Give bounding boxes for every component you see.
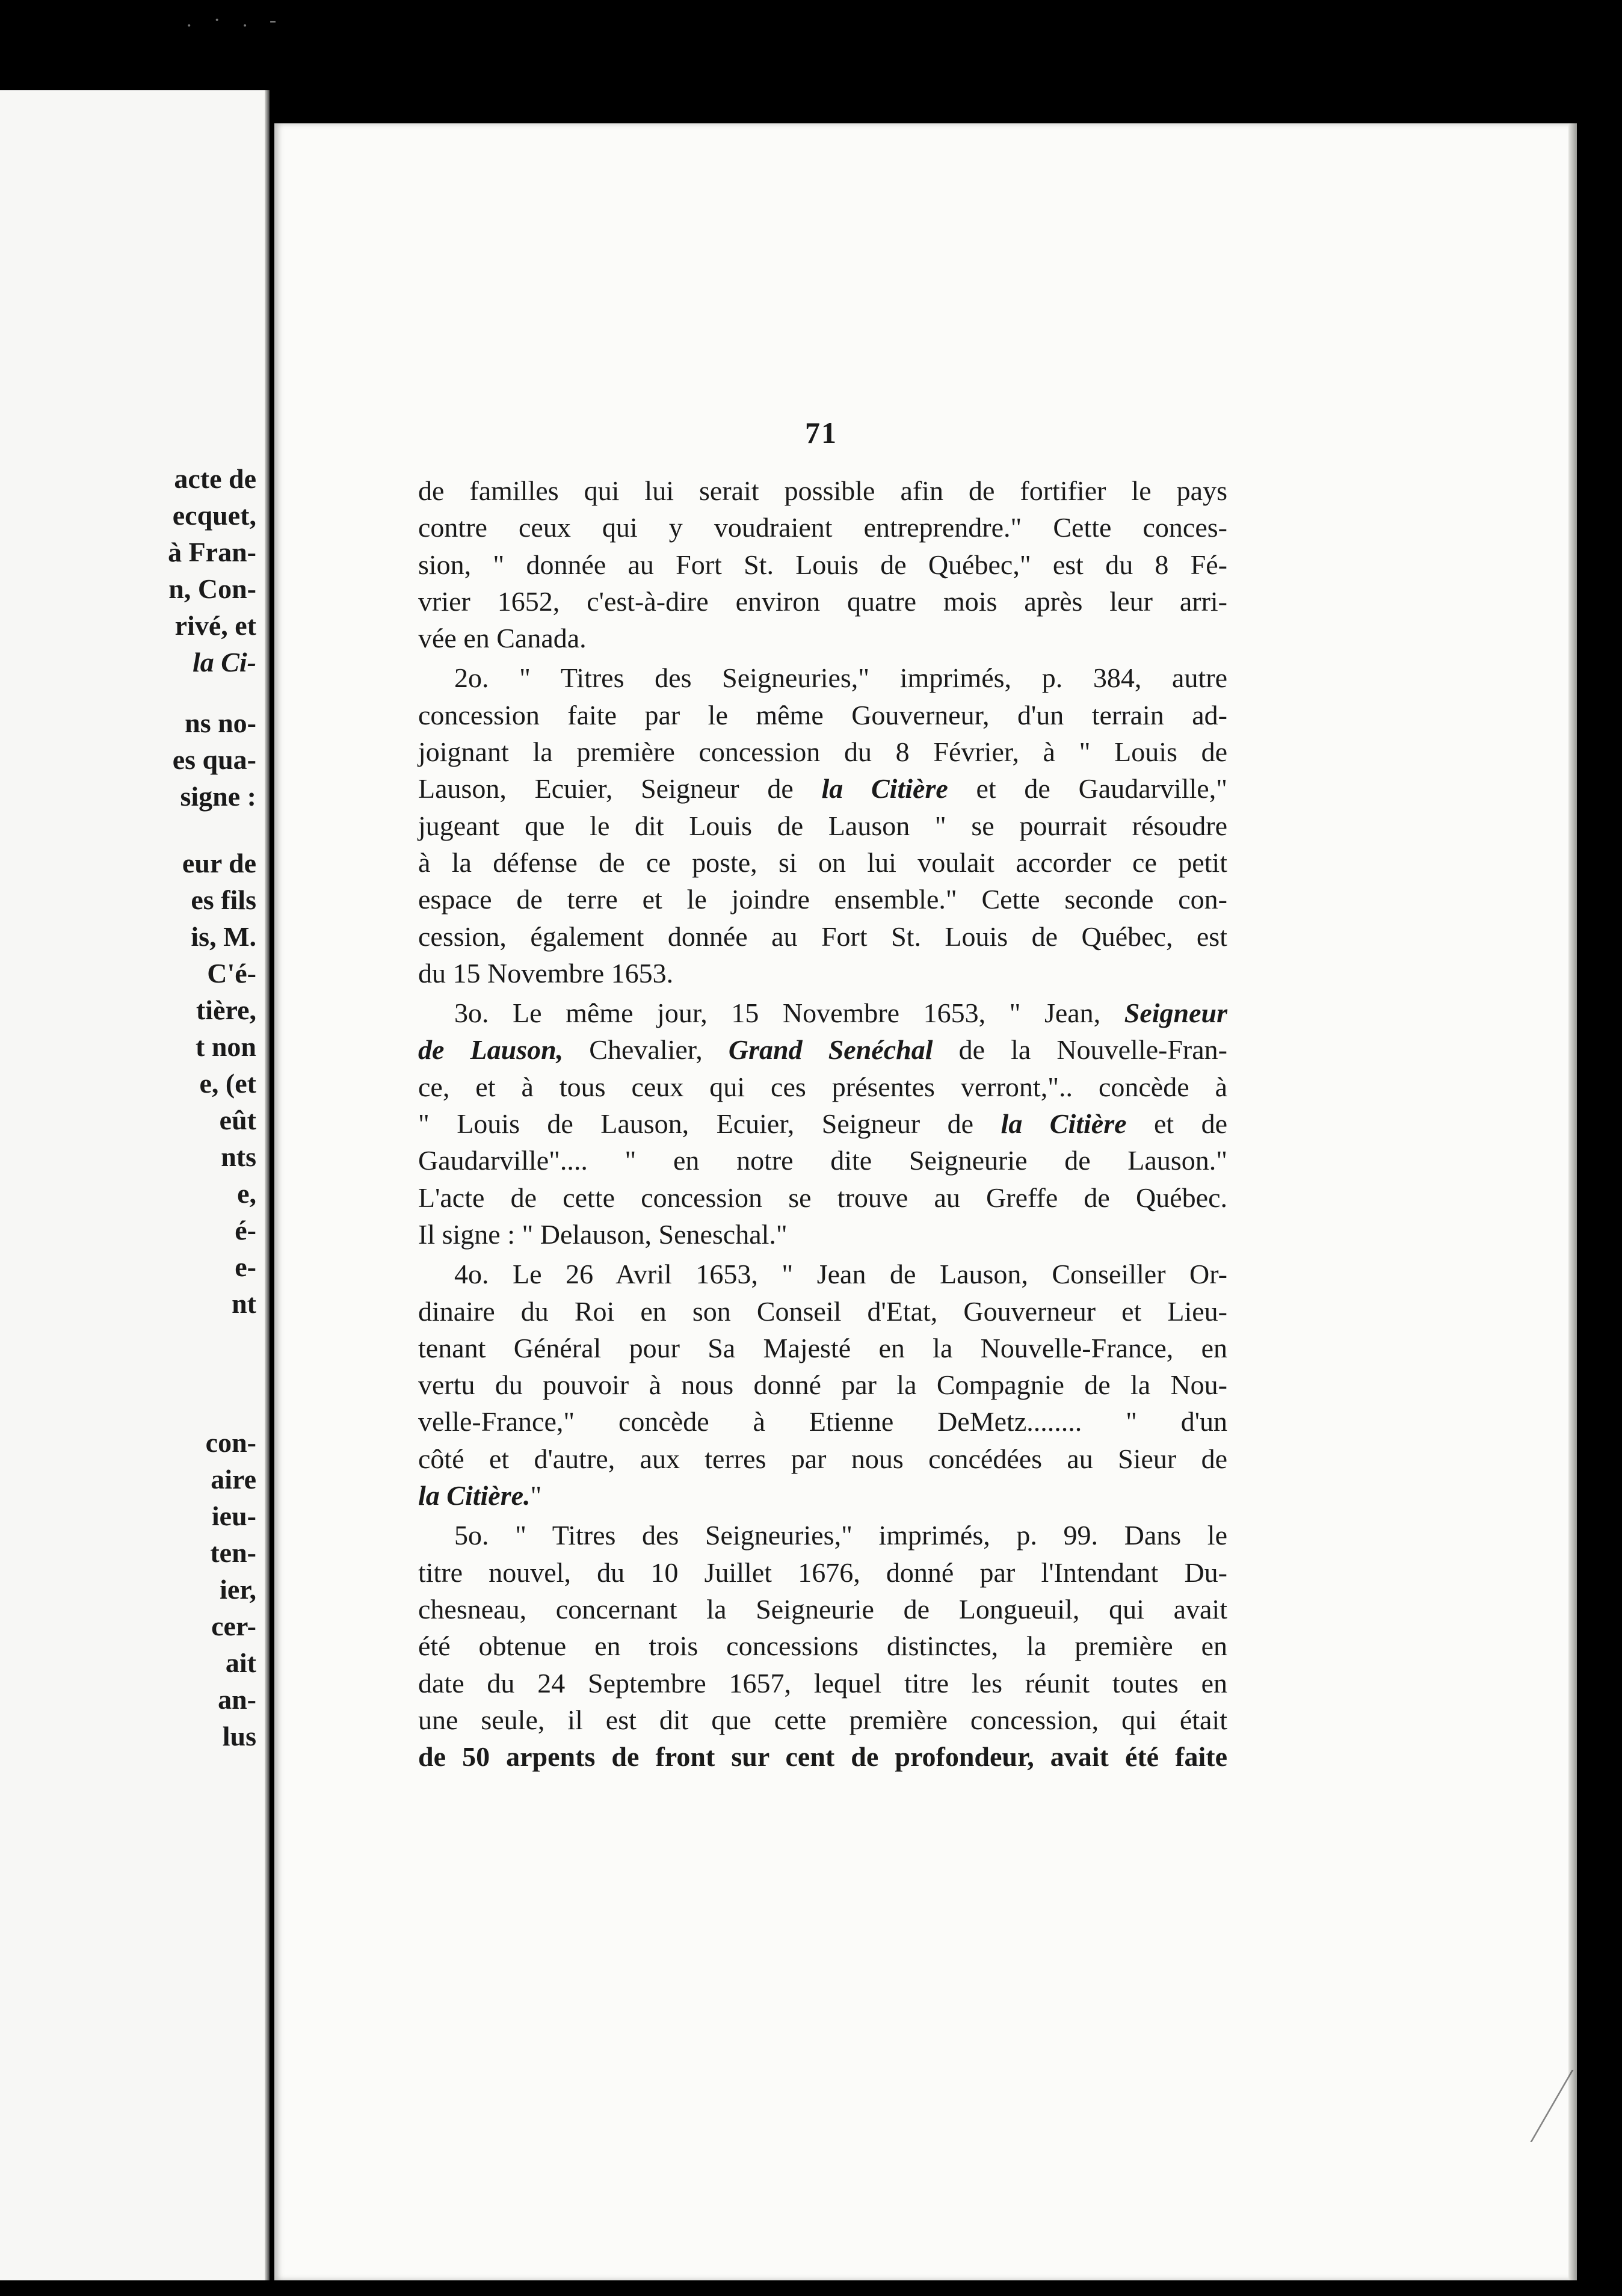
page-gutter-shadow xyxy=(265,90,270,2280)
text-line: du 15 Novembre 1653. xyxy=(418,957,674,989)
emphasis: Seigneur xyxy=(1124,998,1227,1029)
text-line: tenant Général pour Sa Majesté en la Nouvelle-France, en xyxy=(418,1332,1227,1363)
text-line: concession faite par le même Gouverneur, d'un terrain ad- xyxy=(418,699,1227,730)
paragraph-3-start xyxy=(418,995,1227,1031)
paragraph-5-start: 5o. " Titres des Seigneuries," imprimés, p. 99. Dans le xyxy=(454,1520,1227,1551)
fragment-line: eur de xyxy=(182,848,256,878)
corner-fold-mark xyxy=(1476,2070,1573,2142)
text-line: chesneau, concernant la Seigneurie de Longueuil, qui avait xyxy=(418,1593,1227,1625)
fragment-line: es qua- xyxy=(172,744,256,775)
scan-speckles: . · . - xyxy=(187,9,285,31)
text-line: sion, " donnée au Fort St. Louis de Québec," est du 8 Fé- xyxy=(418,549,1227,580)
text-line: ce, et à tous ceux qui ces présentes verront,".. concède à xyxy=(418,1071,1227,1102)
fragment-line: ieu- xyxy=(211,1501,256,1531)
emphasis: la Citière xyxy=(821,773,948,804)
emphasis: de Lauson, xyxy=(418,1034,564,1066)
paragraph-2-start: 2o. " Titres des Seigneuries," imprimés, p. 384, autre xyxy=(454,662,1227,694)
previous-page-fragment xyxy=(0,90,270,2280)
text-run: " xyxy=(530,1480,542,1511)
text-line: une seule, il est dit que cette première concession, qui était xyxy=(418,1704,1227,1735)
text-line: Il signe : " Delauson, Seneschal." xyxy=(418,1218,788,1250)
fragment-line: es fils xyxy=(191,884,256,915)
text-line: joignant la première concession du 8 Février, à " Louis de xyxy=(418,736,1227,768)
text-line: vée en Canada. xyxy=(418,623,587,654)
text-line: date du 24 Septembre 1657, lequel titre les réunit toutes en xyxy=(418,1667,1227,1699)
fragment-line: n, Con- xyxy=(168,573,256,604)
fragment-line: lus xyxy=(222,1721,256,1751)
text-line xyxy=(418,1031,1227,1068)
fragment-line: acte de xyxy=(174,463,256,494)
page-number: 71 xyxy=(805,416,837,449)
text-line: velle-France," concède à Etienne DeMetz........ " d'un xyxy=(418,1406,1227,1437)
fragment-line: eût xyxy=(219,1105,256,1135)
text-run: Lauson, Ecuier, Seigneur de xyxy=(418,773,794,804)
fragment-line: tière, xyxy=(196,995,256,1025)
fragment-line: is, M. xyxy=(191,921,256,952)
fragment-line: cer- xyxy=(211,1611,256,1641)
fragment-gap xyxy=(168,680,256,705)
text-line: contre ceux qui y voudraient entreprendre." Cette conces- xyxy=(418,512,1227,543)
fragment-line: e, xyxy=(237,1178,256,1209)
text-line: jugeant que le dit Louis de Lauson " se pourrait résoudre xyxy=(418,810,1227,841)
text-line: dinaire du Roi en son Conseil d'Etat, Gouverneur et Lieu- xyxy=(418,1295,1227,1327)
page-edge-shadow xyxy=(1568,123,1577,2280)
fragment-line: signe : xyxy=(180,781,256,812)
text-line: vrier 1652, c'est-à-dire environ quatre mois après leur arri- xyxy=(418,585,1227,617)
text-line: vertu du pouvoir à nous donné par la Compagnie de la Nou- xyxy=(418,1369,1227,1401)
fragment-line: à Fran- xyxy=(168,537,256,567)
text-line: de 50 arpents de front sur cent de profondeur, avait été faite xyxy=(418,1741,1227,1773)
fragment-line: ecquet, xyxy=(172,500,256,531)
text-run: 3o. Le même jour, 15 Novembre 1653, " Jean, xyxy=(454,998,1101,1029)
text-line: de familles qui lui serait possible afin de fortifier le pays xyxy=(418,475,1227,506)
fragment-line: e, (et xyxy=(199,1068,256,1099)
fragment-gap xyxy=(168,815,256,845)
fragment-line: aire xyxy=(211,1464,256,1495)
previous-page-text xyxy=(168,460,256,1754)
text-run: et de xyxy=(1126,1108,1228,1140)
text-line xyxy=(418,1477,1227,1514)
text-line: à la défense de ce poste, si on lui voulait accorder ce petit xyxy=(418,847,1227,878)
fragment-line: ier, xyxy=(220,1574,256,1605)
fragment-gap xyxy=(168,1322,256,1424)
text-line: espace de terre et le joindre ensemble." Cette seconde con- xyxy=(418,884,1227,915)
fragment-line: con- xyxy=(205,1427,256,1458)
fragment-line: ten- xyxy=(210,1537,256,1568)
fragment-line: la Ci- xyxy=(192,647,256,677)
text-run: " Louis de Lauson, Ecuier, Seigneur de xyxy=(418,1108,974,1140)
text-line xyxy=(418,1105,1227,1142)
fragment-line: C'é- xyxy=(207,958,256,989)
text-run: Chevalier, xyxy=(563,1034,703,1066)
fragment-line: t non xyxy=(196,1031,256,1062)
text-line: cession, également donnée au Fort St. Louis de Québec, est xyxy=(418,921,1227,952)
emphasis: la Citière xyxy=(1001,1108,1127,1140)
fragment-line: ait xyxy=(225,1647,256,1678)
fragment-line: rivé, et xyxy=(174,610,256,641)
text-line: été obtenue en trois concessions distinctes, la première en xyxy=(418,1631,1227,1662)
fragment-line: an- xyxy=(218,1684,256,1715)
emphasis: Grand Senéchal xyxy=(728,1034,933,1066)
text-line: titre nouvel, du 10 Juillet 1676, donné par l'Intendant Du- xyxy=(418,1557,1227,1588)
text-line: côté et d'autre, aux terres par nous concédées au Sieur de xyxy=(418,1443,1227,1474)
paragraph-4-start: 4o. Le 26 Avril 1653, " Jean de Lauson, Conseiller Or- xyxy=(454,1259,1227,1290)
text-line: L'acte de cette concession se trouve au Greffe de Québec. xyxy=(418,1182,1227,1213)
emphasis: la Citière. xyxy=(418,1480,531,1511)
text-line: Gaudarville".... " en notre dite Seigneurie de Lauson." xyxy=(418,1145,1227,1176)
body-text xyxy=(418,472,1227,1775)
fragment-line: e- xyxy=(235,1251,256,1282)
text-line xyxy=(418,770,1227,807)
fragment-line: nts xyxy=(221,1141,256,1172)
text-run: de la Nouvelle-Fran- xyxy=(933,1034,1227,1066)
fragment-line: é- xyxy=(235,1215,256,1245)
fragment-line: nt xyxy=(232,1288,256,1319)
fragment-line: ns no- xyxy=(185,708,256,738)
text-run: et de Gaudarville," xyxy=(948,773,1227,804)
